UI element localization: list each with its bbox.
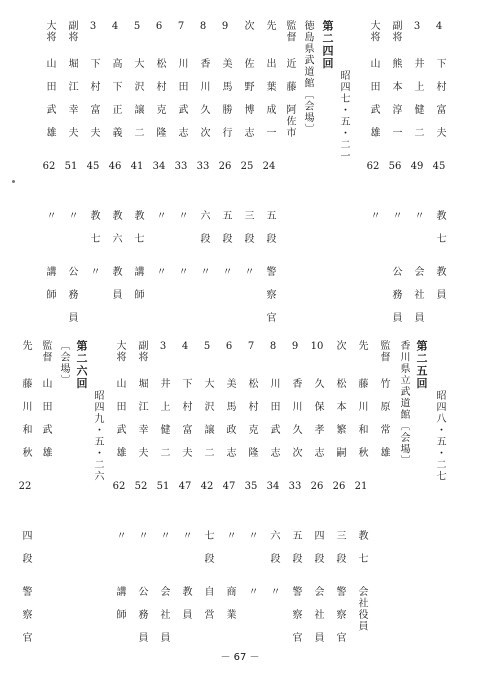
position-label: 次 [242, 20, 253, 32]
tournament-venue-text: 〔会場〕徳島県武道館 [302, 20, 313, 135]
roster-entry [432, 20, 446, 320]
age: 62 [42, 161, 56, 172]
member-name: 出 葉 成 一 [264, 58, 275, 139]
tournament-venue-text: 〔会場〕香川県立武道館 [398, 340, 409, 467]
tournament-date [336, 20, 350, 320]
position-label: 大将 [44, 20, 55, 43]
rank: 〃 [114, 530, 125, 542]
tournament-date [432, 340, 446, 640]
occupation: 〃 [268, 586, 279, 598]
tournament-venue [396, 340, 410, 640]
occupation: 講 師 [132, 266, 143, 301]
occupation: 〃 [242, 266, 253, 278]
member-name: 井 上 健 二 [158, 378, 169, 459]
tournament-venue [56, 340, 70, 640]
roster-entry [134, 340, 148, 644]
tournament-title [414, 340, 428, 640]
occupation: 〃 [220, 266, 231, 278]
member-name: 井 上 健 二 [412, 58, 423, 139]
age: 51 [156, 481, 170, 492]
rank: 〃 [44, 210, 55, 222]
member-name: 美 馬 勝 行 [220, 58, 231, 139]
position-label: 8 [269, 341, 277, 352]
age: 42 [200, 481, 214, 492]
roster-entry [130, 20, 144, 320]
roster-entry [108, 20, 122, 320]
tournament-date-text: 昭四七・五・二一 [338, 70, 349, 162]
rank: 三 段 [334, 530, 345, 565]
tournament-venue-text: 〔会場〕 [58, 340, 69, 386]
position-label: 10 [310, 341, 324, 352]
age: 45 [432, 161, 446, 172]
member-name: 松 村 克 隆 [246, 378, 257, 459]
position-label: 8 [199, 21, 207, 32]
roster-entry [86, 20, 100, 320]
occupation: 警 察 官 [264, 266, 275, 324]
occupation: 会 社 員 [312, 586, 323, 644]
rank: 五 段 [220, 210, 231, 245]
age: 21 [354, 481, 368, 492]
tournament-date-text: 昭四八・五・二七 [434, 390, 445, 482]
position-label: 先 [20, 340, 31, 352]
occupation: 公 務 員 [136, 586, 147, 644]
rank: 教 七 [434, 210, 445, 245]
position-label: 9 [221, 21, 229, 32]
occupation: 会 社 員 [158, 586, 169, 644]
member-name: 下 村 富 夫 [180, 378, 191, 459]
member-name: 松 本 繁 嗣 [334, 378, 345, 459]
roster-entry [288, 340, 302, 644]
position-label: 9 [291, 341, 299, 352]
member-name: 川 田 武 志 [176, 58, 187, 139]
rank: 〃 [412, 210, 423, 222]
roster-entry [244, 340, 258, 640]
age: 25 [240, 161, 254, 172]
rank: 六 段 [198, 210, 209, 245]
rank: 教 六 [110, 210, 121, 245]
age: 24 [262, 161, 276, 172]
rank: 教 七 [88, 210, 99, 245]
age: 56 [388, 161, 402, 172]
page-number: － 67 － [220, 652, 260, 663]
member-name: 近 藤 阿佐市 [284, 58, 295, 139]
age: 51 [64, 161, 78, 172]
tournament-title [320, 20, 334, 320]
member-name: 堀 江 幸 夫 [66, 58, 77, 139]
occupation: 会 社 員 [412, 266, 423, 324]
roster-entry [410, 20, 424, 324]
member-name: 堀 江 幸 夫 [136, 378, 147, 459]
roster-entry [282, 20, 296, 320]
roster-entry [178, 340, 192, 640]
occupation: 講 師 [114, 586, 125, 621]
roster-entry [38, 340, 52, 640]
member-name: 山 田 武 雄 [40, 378, 51, 459]
member-name: 山 田 武 雄 [44, 58, 55, 139]
member-name: 久 保 孝 志 [312, 378, 323, 459]
tournament-title-text: 第二六回 [75, 340, 88, 390]
position-label: 副将 [66, 20, 77, 43]
rank: 七 段 [202, 530, 213, 565]
age: 41 [130, 161, 144, 172]
position-label: 先 [356, 340, 367, 352]
roster-entry [112, 340, 126, 640]
occupation: 〃 [198, 266, 209, 278]
rank: 〃 [390, 210, 401, 222]
member-name: 藤 川 和 秋 [356, 378, 367, 459]
tournament-date-text: 昭四九・五・二六 [92, 390, 103, 482]
roster-entry [266, 340, 280, 640]
member-name: 高 下 正 義 [110, 58, 121, 139]
rank: 三 段 [242, 210, 253, 245]
age: 52 [134, 481, 148, 492]
age: 26 [310, 481, 324, 492]
position-label: 次 [334, 340, 345, 352]
member-name: 藤 川 和 秋 [20, 378, 31, 459]
occupation: 教 員 [110, 266, 121, 301]
position-label: 6 [225, 341, 233, 352]
occupation: 商 業 [224, 586, 235, 621]
occupation: 〃 [154, 266, 165, 278]
member-name: 下 村 富 夫 [88, 58, 99, 139]
rank: 四 段 [312, 530, 323, 565]
member-name: 川 田 武 志 [268, 378, 279, 459]
age: 62 [366, 161, 380, 172]
occupation: 公 務 員 [390, 266, 401, 324]
position-label: 3 [413, 21, 421, 32]
age: 45 [86, 161, 100, 172]
occupation: 〃 [246, 586, 257, 598]
roster-entry [218, 20, 232, 320]
rank: 四 段 [20, 530, 31, 565]
position-label: 5 [203, 341, 211, 352]
roster-entry [174, 20, 188, 320]
rank: 〃 [154, 210, 165, 222]
roster-entry [42, 20, 56, 320]
roster-entry [18, 340, 32, 644]
position-label: 4 [181, 341, 189, 352]
roster-entry [200, 340, 214, 640]
age: 49 [410, 161, 424, 172]
position-label: 6 [155, 21, 163, 32]
age: 26 [332, 481, 346, 492]
rank: 〃 [246, 530, 257, 542]
position-label: 監督 [284, 20, 295, 43]
rank: 〃 [158, 530, 169, 542]
age: 33 [288, 481, 302, 492]
rank: 〃 [180, 530, 191, 542]
roster-entry [196, 20, 210, 320]
member-name: 山 田 武 雄 [368, 58, 379, 139]
age: 62 [112, 481, 126, 492]
position-label: 先 [264, 20, 275, 32]
roster-entry [366, 20, 380, 320]
member-name: 下 村 富 夫 [434, 58, 445, 139]
occupation: 教 員 [434, 266, 445, 301]
tournament-venue [300, 20, 314, 320]
position-label: 監督 [40, 340, 51, 363]
position-label: 7 [247, 341, 255, 352]
occupation: 〃 [88, 266, 99, 278]
occupation: 公 務 員 [66, 266, 77, 324]
occupation: 警 察 官 [334, 586, 345, 644]
occupation: 教 員 [180, 586, 191, 621]
occupation: 自 営 [202, 586, 213, 621]
roster-entry [240, 20, 254, 320]
age: 47 [178, 481, 192, 492]
rank: 教 七 [132, 210, 143, 245]
position-label: 3 [159, 341, 167, 352]
member-name: 大 沢 譲 二 [132, 58, 143, 139]
rank: 〃 [368, 210, 379, 222]
position-label: 大将 [114, 340, 125, 363]
member-name: 美 馬 政 志 [224, 378, 235, 459]
position-label: 副将 [136, 340, 147, 363]
member-name: 香 川 久 次 [198, 58, 209, 139]
position-label: 7 [177, 21, 185, 32]
rank: 六 段 [268, 530, 279, 565]
position-label: 4 [111, 21, 119, 32]
roster-section [0, 20, 480, 324]
roster-entry [376, 340, 390, 640]
age: 34 [266, 481, 280, 492]
rank: 〃 [136, 530, 147, 542]
roster-entry [64, 20, 78, 324]
age: 33 [174, 161, 188, 172]
rank: 五 段 [290, 530, 301, 565]
roster-entry [156, 340, 170, 644]
member-name: 熊 本 淳 一 [390, 58, 401, 139]
age: 47 [222, 481, 236, 492]
roster-entry [222, 340, 236, 640]
position-label: 4 [435, 21, 443, 32]
tournament-title [74, 340, 88, 640]
age: 35 [244, 481, 258, 492]
age: 34 [152, 161, 166, 172]
rank: 〃 [66, 210, 77, 222]
member-name: 佐 野 博 志 [242, 58, 253, 139]
member-name: 大 沢 譲 二 [202, 378, 213, 459]
tournament-title-text: 第二五回 [415, 340, 428, 390]
position-label: 大将 [368, 20, 379, 43]
occupation: 警 察 官 [290, 586, 301, 644]
roster-entry [354, 340, 368, 640]
roster-section [0, 340, 480, 644]
age: 46 [108, 161, 122, 172]
position-label: 3 [89, 21, 97, 32]
rank: 〃 [224, 530, 235, 542]
member-name: 竹 原 常 雄 [378, 378, 389, 459]
rank: 〃 [176, 210, 187, 222]
age: 26 [218, 161, 232, 172]
rank: 五 段 [264, 210, 275, 245]
occupation: 会社役員 [356, 586, 367, 632]
position-label: 監督 [378, 340, 389, 363]
member-name: 山 田 武 雄 [114, 378, 125, 459]
position-label: 5 [133, 21, 141, 32]
roster-entry [332, 340, 346, 644]
tournament-date [90, 340, 104, 640]
member-name: 香 川 久 次 [290, 378, 301, 459]
rank: 教 七 [356, 530, 367, 565]
roster-entry [262, 20, 276, 324]
occupation: 警 察 官 [20, 586, 31, 644]
occupation: 講 師 [44, 266, 55, 301]
roster-entry [152, 20, 166, 320]
margin-mark [12, 180, 15, 183]
position-label: 副将 [390, 20, 401, 43]
age: 22 [18, 481, 32, 492]
roster-entry [310, 340, 324, 644]
roster-entry [388, 20, 402, 324]
member-name: 松 村 克 隆 [154, 58, 165, 139]
tournament-title-text: 第二四回 [321, 20, 334, 70]
occupation: 〃 [176, 266, 187, 278]
age: 33 [196, 161, 210, 172]
